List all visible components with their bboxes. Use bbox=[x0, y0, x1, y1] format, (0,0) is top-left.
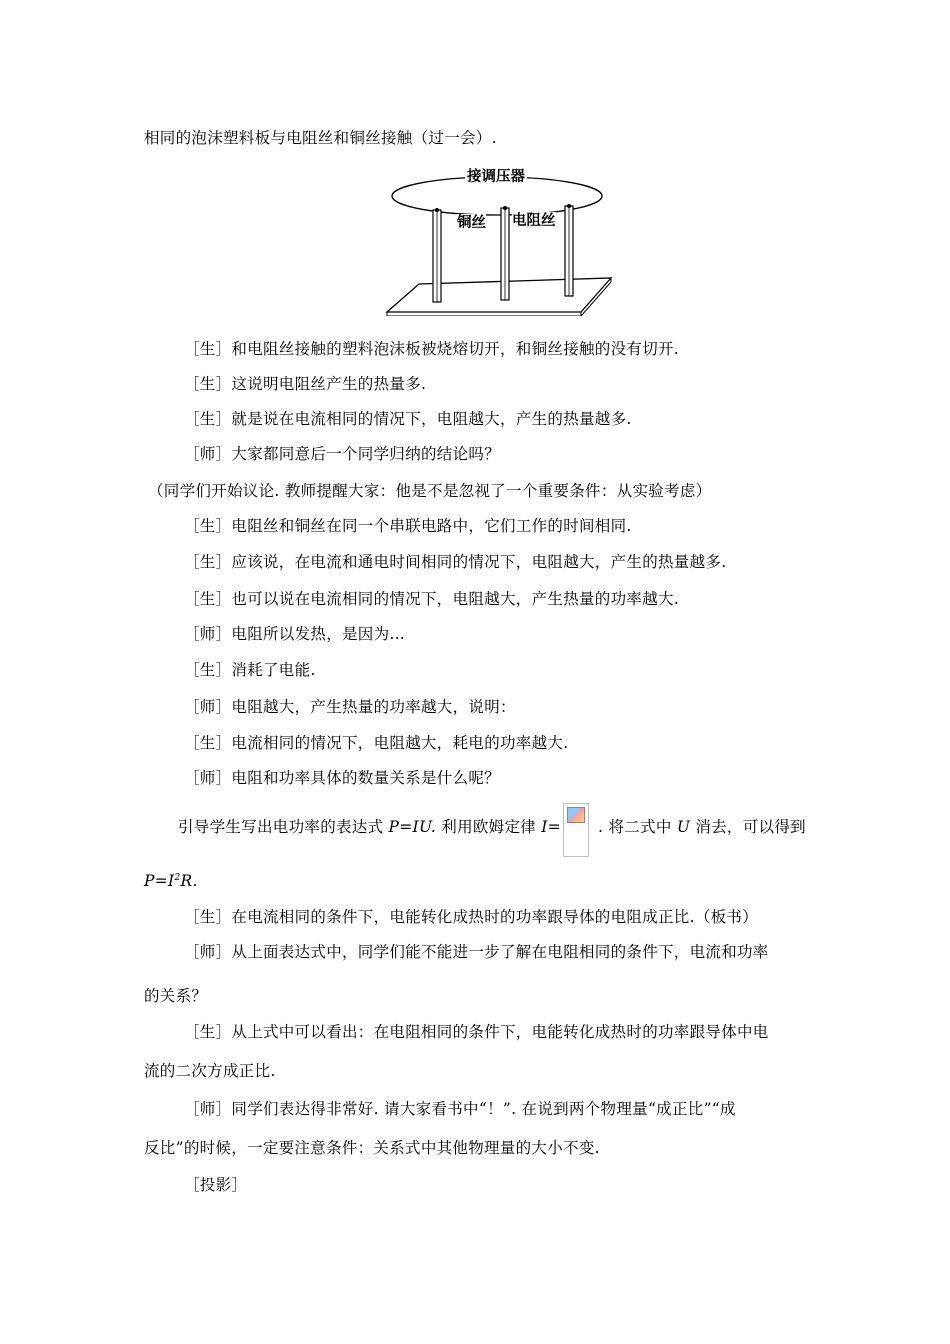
text-line: ［生］在电流相同的条件下，电能转化成热时的功率跟导体的电阻成正比.（板书） bbox=[184, 908, 759, 926]
text-line: 相同的泡沫塑料板与电阻丝和铜丝接触（过一会）. bbox=[144, 129, 497, 147]
text-line: （同学们开始议论. 教师提醒大家：他是不是忽视了一个重要条件：从实验考虑） bbox=[148, 482, 712, 500]
text-line: ［投影］ bbox=[184, 1176, 248, 1194]
apparatus-figure bbox=[385, 166, 615, 316]
formula-var-u: U bbox=[676, 818, 691, 836]
formula-line bbox=[178, 817, 806, 857]
text-line: ［生］消耗了电能. bbox=[184, 661, 316, 679]
text-line: ［师］同学们表达得非常好. 请大家看书中“！”. 在说到两个物理量“成正比”“成 bbox=[184, 1100, 736, 1118]
text-line: ［生］从上式中可以看出：在电阻相同的条件下，电能转化成热时的功率跟导体中电 bbox=[184, 1023, 769, 1041]
text-line: ［师］大家都同意后一个同学归纳的结论吗？ bbox=[184, 445, 501, 463]
text-line: ［生］就是说在电流相同的情况下，电阻越大，产生的热量越多. bbox=[184, 410, 632, 428]
text-segment: . 将二式中 bbox=[598, 818, 672, 836]
broken-image-icon bbox=[563, 803, 589, 857]
formula-power: P=IU. bbox=[388, 818, 437, 836]
text-segment: 引导学生写出电功率的表达式 bbox=[178, 818, 384, 836]
text-line: ［生］应该说，在电流和通电时间相同的情况下，电阻越大，产生的热量越多. bbox=[184, 553, 727, 571]
text-line: ［生］和电阻丝接触的塑料泡沫板被烧熔切开，和铜丝接触的没有切开. bbox=[184, 340, 680, 358]
figure-label-transformer: 接调压器 bbox=[467, 169, 525, 185]
text-segment: 消去，可以得到 bbox=[695, 818, 806, 836]
figure-label-copper: 铜丝 bbox=[457, 215, 486, 231]
text-line: ［师］从上面表达式中，同学们能不能进一步了解在电阻相同的条件下，电流和功率 bbox=[184, 943, 769, 961]
text-line: ［师］电阻和功率具体的数量关系是什么呢？ bbox=[184, 769, 501, 787]
text-line: ［生］电阻丝和铜丝在同一个串联电路中，它们工作的时间相同. bbox=[184, 517, 632, 535]
figure-label-resistor: 电阻丝 bbox=[512, 213, 556, 229]
text-line: ［生］电流相同的情况下，电阻越大，耗电的功率越大. bbox=[184, 734, 569, 752]
text-line: 流的二次方成正比. bbox=[144, 1062, 276, 1080]
text-line: ［师］电阻所以发热，是因为… bbox=[184, 625, 406, 643]
formula-result: $P=I^2R$. bbox=[144, 872, 198, 890]
apparatus-drawing bbox=[385, 166, 615, 316]
text-line: ［师］电阻越大，产生热量的功率越大，说明： bbox=[184, 698, 516, 716]
text-line: ［生］也可以说在电流相同的情况下，电阻越大，产生热量的功率越大. bbox=[184, 590, 680, 608]
text-line: 反比”的时候，一定要注意条件：关系式中其他物理量的大小不变. bbox=[144, 1139, 600, 1157]
text-line: 的关系？ bbox=[144, 987, 208, 1005]
formula-ohm: I= bbox=[541, 818, 561, 836]
text-segment: 利用欧姆定律 bbox=[441, 818, 537, 836]
text-line: ［生］这说明电阻丝产生的热量多. bbox=[184, 375, 427, 393]
